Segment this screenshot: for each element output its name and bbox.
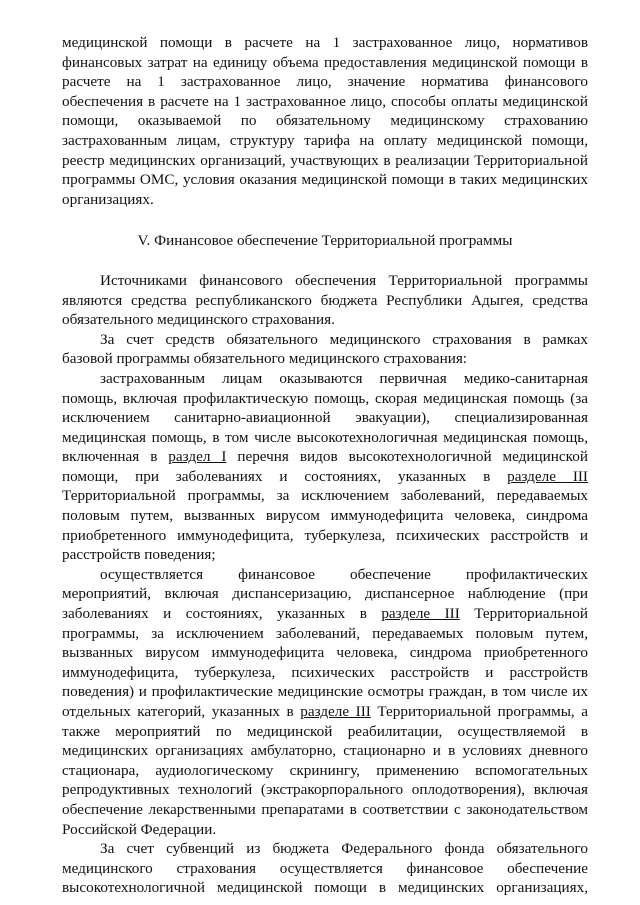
- text-fragment: помощи, при заболеваниях и состояниях, указанных в: [62, 467, 508, 485]
- text-line: За счет средств обязательного медицинского страхования в рамках: [100, 330, 588, 348]
- text-line: медицинского страхования осуществляется финансовое обеспечение: [62, 859, 588, 877]
- paragraph-subventions: [62, 839, 588, 898]
- text-line: Источниками финансового обеспечения Территориальной программы: [100, 271, 588, 289]
- text-fragment: заболеваниях и состояниях, указанных в: [62, 605, 382, 623]
- text-line: высокотехнологичной медицинской помощи в медицинских организациях,: [62, 879, 588, 897]
- text-line: обеспечение лекарственными препаратами в соответствии с законодательством: [62, 800, 588, 818]
- text-line: [62, 447, 588, 467]
- paragraph-funding-sources: [62, 271, 588, 330]
- text-line: организациях.: [62, 190, 154, 208]
- text-line: вызванных вирусом иммунодефицита человека, синдрома приобретенного: [62, 644, 588, 662]
- text-line: Территориальной программы, за исключением заболеваний, передаваемых: [62, 487, 588, 505]
- text-line: мероприятий, включая диспансеризацию, диспансерное наблюдение (при: [62, 585, 588, 603]
- text-line: стационара, аудиологическому скринингу, применению вспомогательных: [62, 761, 588, 779]
- text-line: приобретенного иммунодефицита, туберкулеза, психических расстройств и: [62, 526, 588, 544]
- section-link[interactable]: разделе III: [300, 703, 371, 720]
- text-line: программы, за исключением заболеваний, передаваемых половым путем,: [62, 624, 588, 642]
- paragraph-intro: [62, 33, 588, 209]
- text-line: медицинской помощи в расчете на 1 застрахованное лицо, нормативов: [62, 34, 588, 51]
- text-fragment: Территориальной: [459, 605, 588, 623]
- text-line: застрахованным лицам оказываются первичная медико-санитарная: [100, 369, 588, 387]
- text-line: поведения) и профилактические медицинские осмотры граждан, в том числе их: [62, 683, 588, 701]
- text-line: медицинская помощь, в том числе высокотехнологичная медицинская помощь,: [62, 428, 588, 446]
- text-line: финансовых затрат на единицу объема предоставления медицинской помощи в: [62, 53, 588, 71]
- text-line: [62, 604, 588, 624]
- section-link[interactable]: разделе III: [507, 467, 588, 485]
- text-line: осуществляется финансовое обеспечение профилактических: [100, 565, 588, 583]
- text-line: медицинских организациях амбулаторно, стационарно и в условиях дневного: [62, 742, 588, 760]
- paragraph-prevention: [62, 565, 588, 839]
- text-line: половым путем, вызванных вирусом иммунодефицита человека, синдрома: [62, 507, 588, 525]
- section-heading: V. Финансовое обеспечение Территориальной программы: [137, 232, 513, 250]
- section-link[interactable]: разделе III: [381, 605, 460, 623]
- text-line: реестр медицинских организаций, участвующих в реализации Территориальной: [62, 151, 588, 169]
- text-line: помощи, оказываемой по обязательному медицинскому страхованию: [62, 112, 588, 130]
- text-line: За счет субвенций из бюджета Федерального фонда обязательного: [100, 840, 588, 858]
- text-fragment: отдельных категорий, указанных в: [62, 703, 301, 720]
- text-line: обязательного медицинского страхования.: [62, 311, 335, 329]
- text-line: исключением санитарно-авиационной эвакуации), специализированная: [62, 409, 588, 427]
- text-line: программы ОМС, условия оказания медицинской помощи в таких медицинских: [62, 171, 588, 189]
- text-line: иммунодефицита, туберкулеза, психических расстройств и расстройств: [62, 663, 588, 681]
- paragraph-insured-care: [62, 369, 588, 565]
- paragraph-oms-funds: [62, 330, 588, 369]
- text-line: также мероприятий по медицинской реабилитации, осуществляемой в: [62, 722, 588, 740]
- text-fragment: перечня видов высокотехнологичной медицинской: [226, 448, 588, 466]
- text-line: помощь, включая профилактическую помощь, скорая медицинская помощь (за: [62, 389, 588, 407]
- text-line: [62, 467, 588, 487]
- text-line: расчете на 1 застрахованное лицо, значение норматива финансового: [62, 73, 588, 91]
- text-fragment: Территориальной программы, а: [370, 703, 588, 720]
- text-line: [62, 702, 588, 722]
- section-link[interactable]: раздел I: [168, 448, 227, 466]
- text-line: репродуктивных технологий (экстракорпорального оплодотворения), включая: [62, 781, 588, 799]
- text-line: расстройств поведения;: [62, 546, 216, 564]
- text-line: обеспечения в расчете на 1 застрахованное лицо, способы оплаты медицинской: [62, 92, 588, 110]
- text-line: Российской Федерации.: [62, 820, 217, 838]
- text-line: являются средства республиканского бюджета Республики Адыгея, средства: [62, 291, 588, 309]
- text-line: застрахованным лицам, структуру тарифа на оплату медицинской помощи,: [62, 131, 588, 149]
- text-line: базовой программы обязательного медицинского страхования:: [62, 350, 468, 368]
- text-fragment: включенная в: [62, 448, 169, 466]
